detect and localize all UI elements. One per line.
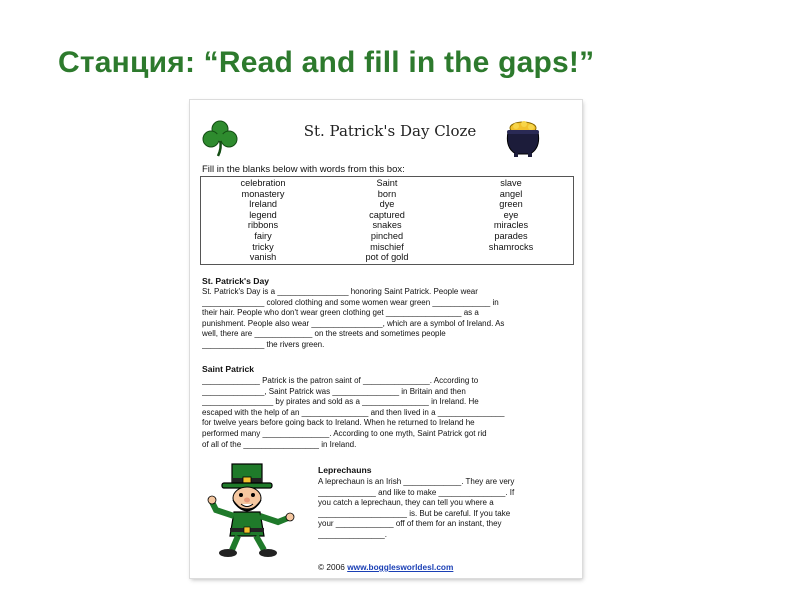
word-item: Saint	[376, 178, 398, 188]
word-item: pot of gold	[365, 252, 409, 263]
paragraph-line: their hair. People who don't wear green clothing get _________________ as a	[202, 308, 479, 318]
worksheet	[190, 100, 582, 578]
paragraph-line: _____________ and like to make _______________. If	[318, 487, 515, 497]
paragraph-line: of all of the _________________ in Ireland.	[202, 439, 357, 449]
paragraph-line: ________________ by pirates and sold as a _______________ in Ireland. He	[202, 397, 479, 407]
worksheet-title: St. Patrick's Day Cloze	[303, 122, 477, 140]
word-box	[200, 176, 574, 265]
paragraph-line: _____________ Patrick is the patron saint of _______________. According to	[202, 376, 479, 385]
word-item: shamrocks	[488, 241, 534, 252]
word-item: ribbons	[247, 220, 279, 231]
word-item: celebration	[240, 178, 286, 188]
paragraph-line: punishment. People also wear ________________, which are a symbol of Ireland. As	[202, 318, 505, 328]
paragraph-leprechauns	[318, 477, 576, 541]
shamrock-icon	[200, 118, 240, 158]
word-item: fairy	[254, 230, 272, 241]
word-item: monastery	[241, 188, 285, 199]
word-item: eye	[503, 209, 519, 220]
paragraph-st-patricks-day	[202, 287, 576, 351]
word-item: vanish	[249, 252, 277, 263]
instructions: Fill in the blanks below with words from this box:	[202, 164, 405, 175]
paragraph-line: escaped with the help of an _______________ and then lived in a _______________	[202, 407, 505, 417]
word-item: tricky	[252, 241, 274, 252]
paragraph-line: performed many _______________. According to one myth, Saint Patrick got rid	[202, 428, 487, 438]
paragraph-line: your _____________ off of them for an instant, they	[318, 519, 502, 529]
word-item: miracles	[493, 220, 529, 231]
word-item: slave	[500, 178, 522, 188]
section-heading-saint-patrick: Saint Patrick	[202, 364, 255, 374]
paragraph-line: for twelve years before going back to Ireland. When he returned to Ireland he	[202, 418, 475, 428]
word-item: dye	[379, 199, 395, 210]
paragraph-saint-patrick	[202, 376, 576, 450]
paragraph-line: ____________________ is. But be careful. If you take	[318, 508, 511, 518]
paragraph-line: ______________ the rivers green.	[202, 339, 325, 349]
word-item: green	[499, 199, 523, 210]
leprechaun-illustration	[204, 462, 296, 560]
section-heading-st-patricks-day: St. Patrick's Day	[202, 276, 270, 286]
paragraph-line: _______________.	[318, 529, 387, 539]
word-item: mischief	[370, 241, 404, 252]
word-item: parades	[494, 230, 528, 241]
paragraph-line: ______________ colored clothing and some women wear green _____________ in	[202, 297, 499, 307]
footer	[318, 562, 453, 572]
pot-of-gold-icon	[502, 118, 544, 158]
word-item: pinched	[370, 230, 404, 241]
paragraph-line: you catch a leprechaun, they can tell you where a	[318, 498, 494, 508]
paragraph-line: ______________, Saint Patrick was _______________ in Britain and then	[202, 386, 466, 396]
footer-copyright: © 2006	[318, 562, 348, 572]
paragraph-line: A leprechaun is an Irish _____________. They are very	[318, 477, 515, 486]
slide-title: Станция: “Read and fill in the gaps!”	[58, 46, 595, 79]
paragraph-line: well, there are _____________ on the streets and sometimes people	[202, 329, 446, 339]
paragraph-line: St. Patrick's Day is a ________________ honoring Saint Patrick. People wear	[202, 287, 478, 296]
word-item: snakes	[372, 220, 402, 231]
word-item: captured	[369, 209, 405, 220]
footer-link[interactable]: www.bogglesworldesl.com	[347, 562, 454, 572]
word-item	[449, 252, 573, 263]
word-item: legend	[249, 209, 277, 220]
word-item: angel	[499, 188, 523, 199]
word-item: Ireland	[248, 199, 278, 210]
word-item: born	[377, 188, 397, 199]
section-heading-leprechauns: Leprechauns	[318, 465, 372, 475]
